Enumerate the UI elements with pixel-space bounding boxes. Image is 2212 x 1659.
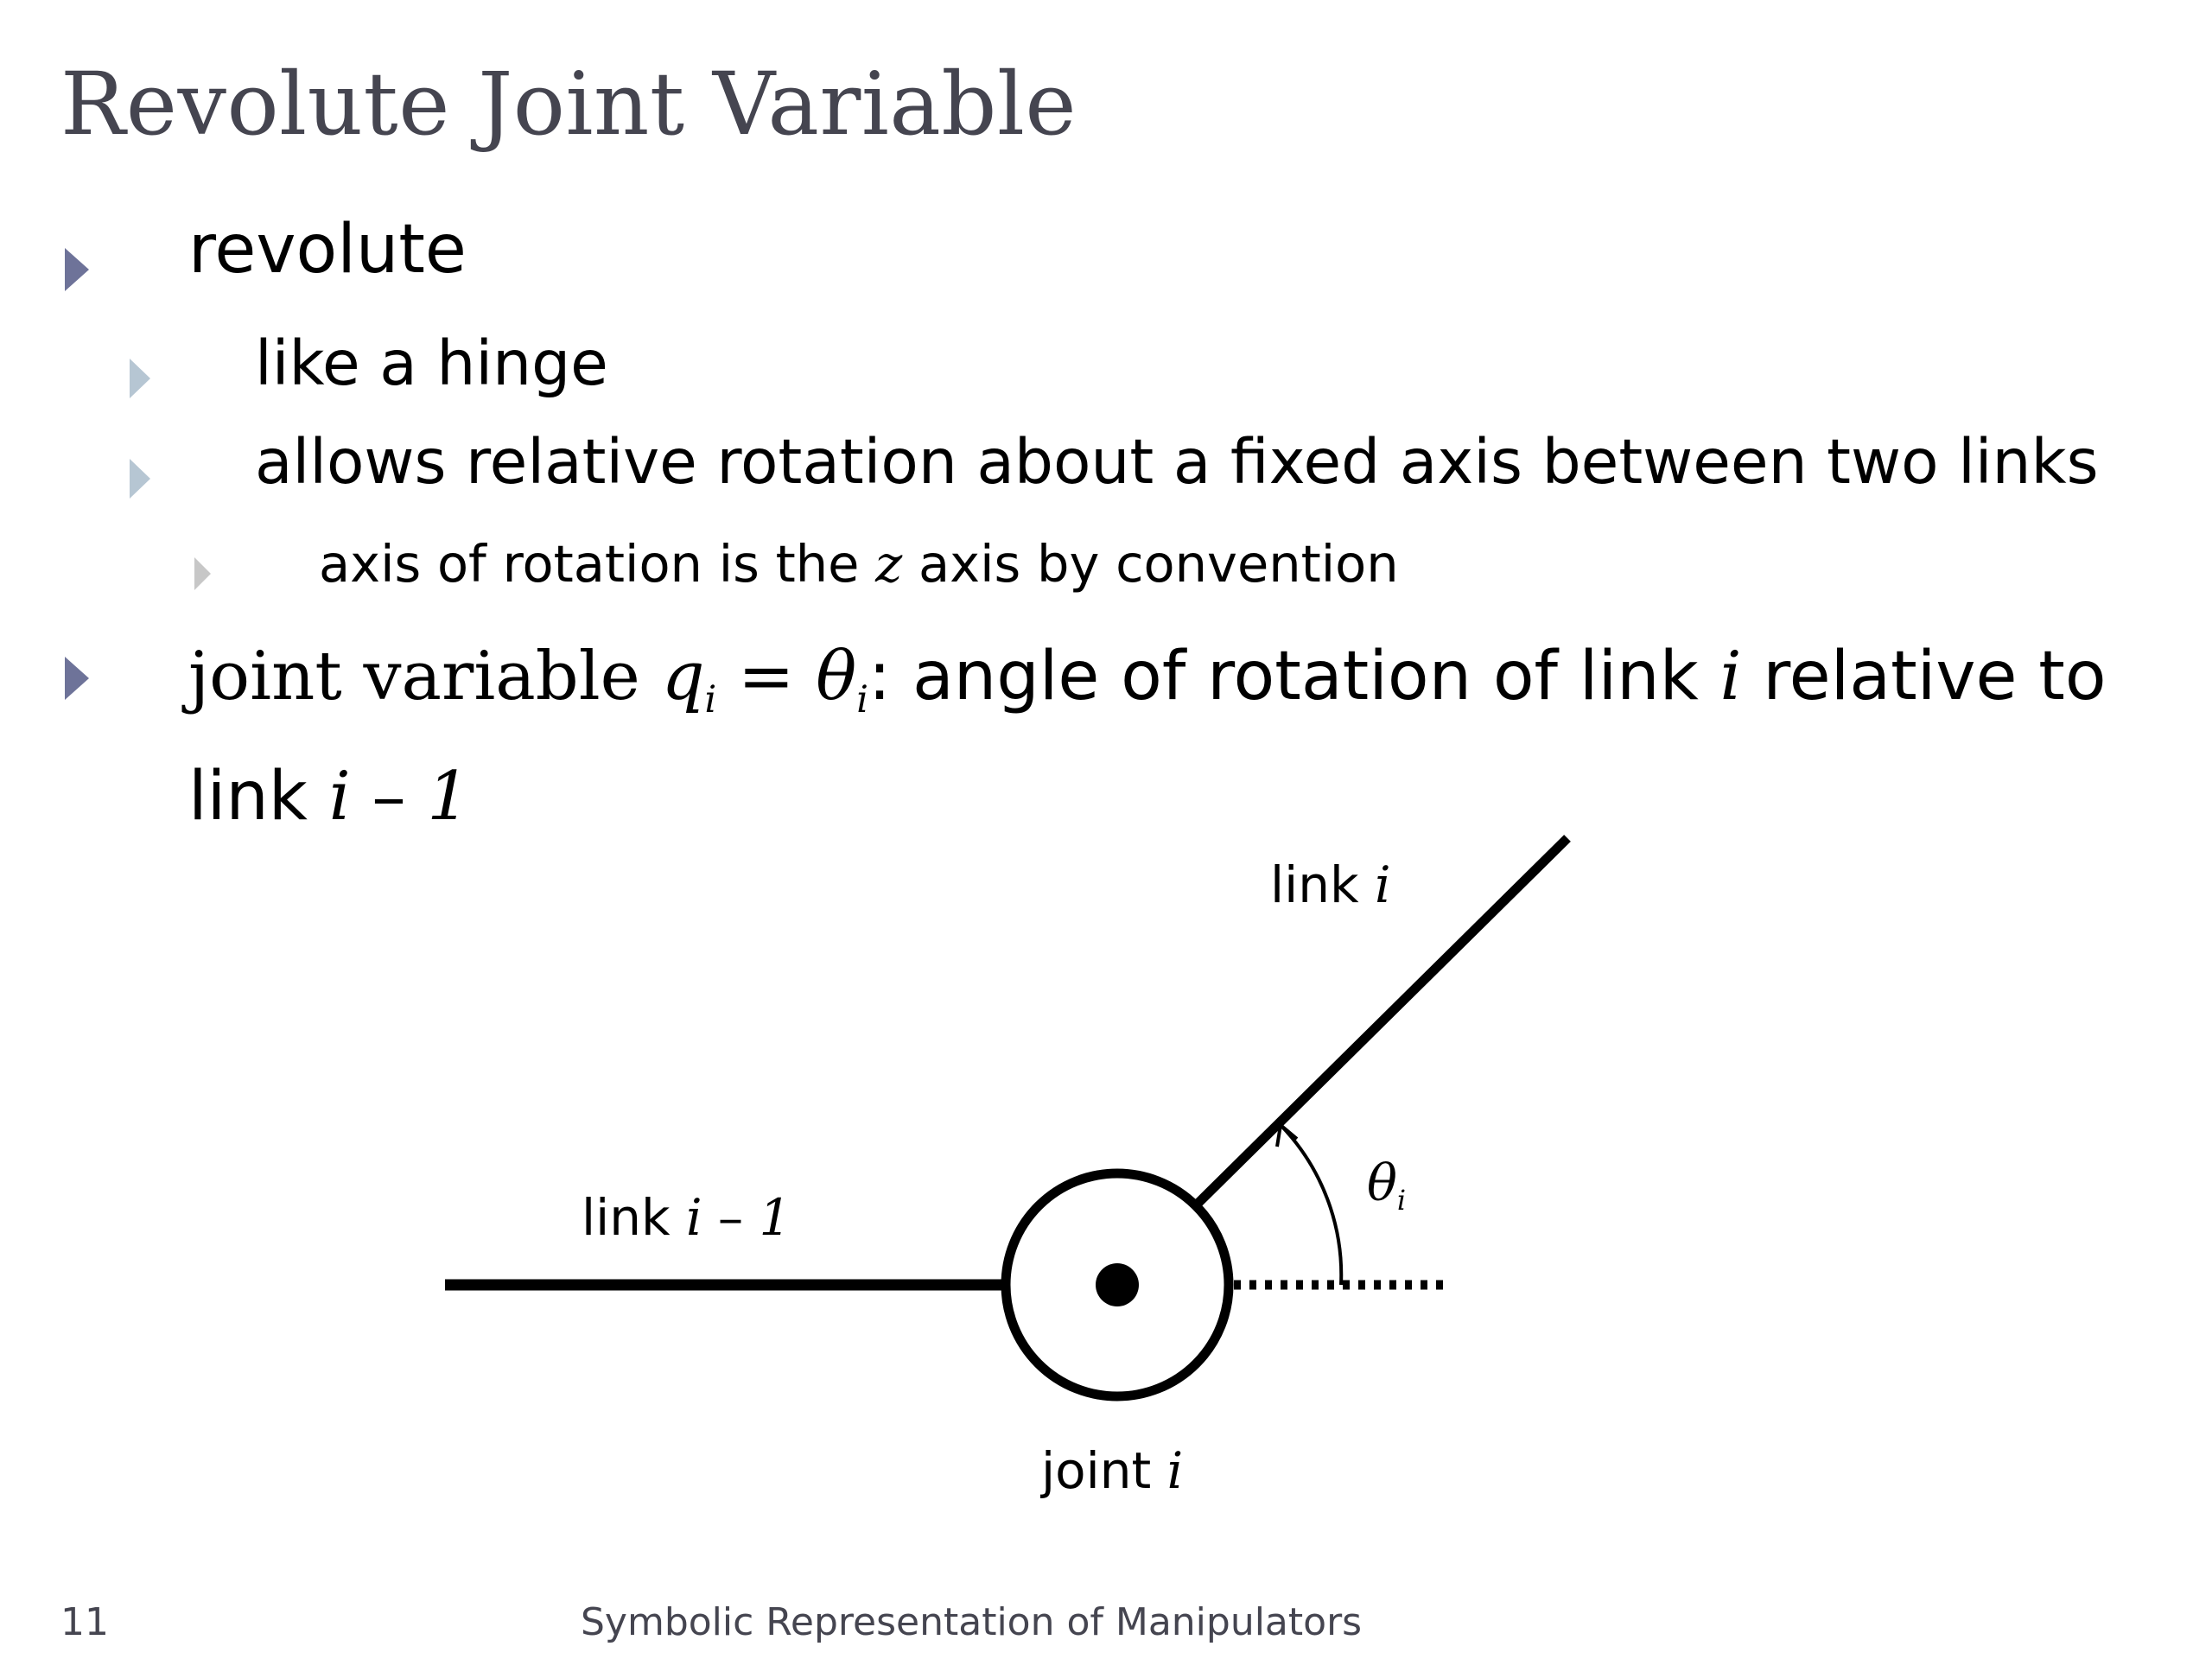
jv-colon: :: [868, 638, 892, 715]
theta-angle-arc: [1281, 1125, 1341, 1285]
jv-i: i: [1719, 638, 1742, 715]
jv-rel: relative to: [1763, 638, 2107, 715]
jv-line2-link: link: [188, 758, 308, 836]
label-link-i-minus-1: link i – 1: [582, 1188, 791, 1247]
jv-theta: $\theta_i$: [816, 638, 868, 721]
jv-mid: angle of rotation of link: [912, 638, 1699, 715]
label-link-i: link i: [1270, 855, 1391, 914]
jv-line2-i: i: [328, 758, 351, 836]
label-theta-i: $\theta_i$: [1367, 1154, 1407, 1217]
jv-pre: joint variable: [188, 638, 640, 715]
slide-title: Revolute Joint Variable: [60, 54, 1077, 155]
jv-q: $q_i$: [661, 638, 717, 721]
joint-axis-dot: [1096, 1263, 1139, 1306]
label-joint-i: joint i: [1041, 1441, 1184, 1500]
axis-variable-z: z: [875, 534, 903, 594]
axis-text-post: axis by convention: [918, 534, 1399, 594]
footer-deck-title: Symbolic Representation of Manipulators: [581, 1600, 1363, 1644]
theta-arrowhead-icon: [1277, 1125, 1297, 1147]
bullet-text: revolute: [188, 211, 467, 289]
axis-text-pre: axis of rotation is the: [319, 534, 860, 594]
jv-equals: =: [738, 638, 795, 715]
bullet-text: like a hinge: [255, 327, 608, 399]
jv-line2-minus: –: [372, 758, 406, 836]
jv-line2-one: 1: [427, 758, 470, 836]
bullet-text: allows relative rotation about a fixed axis between two links: [255, 426, 2099, 498]
page-number: 11: [60, 1600, 109, 1644]
